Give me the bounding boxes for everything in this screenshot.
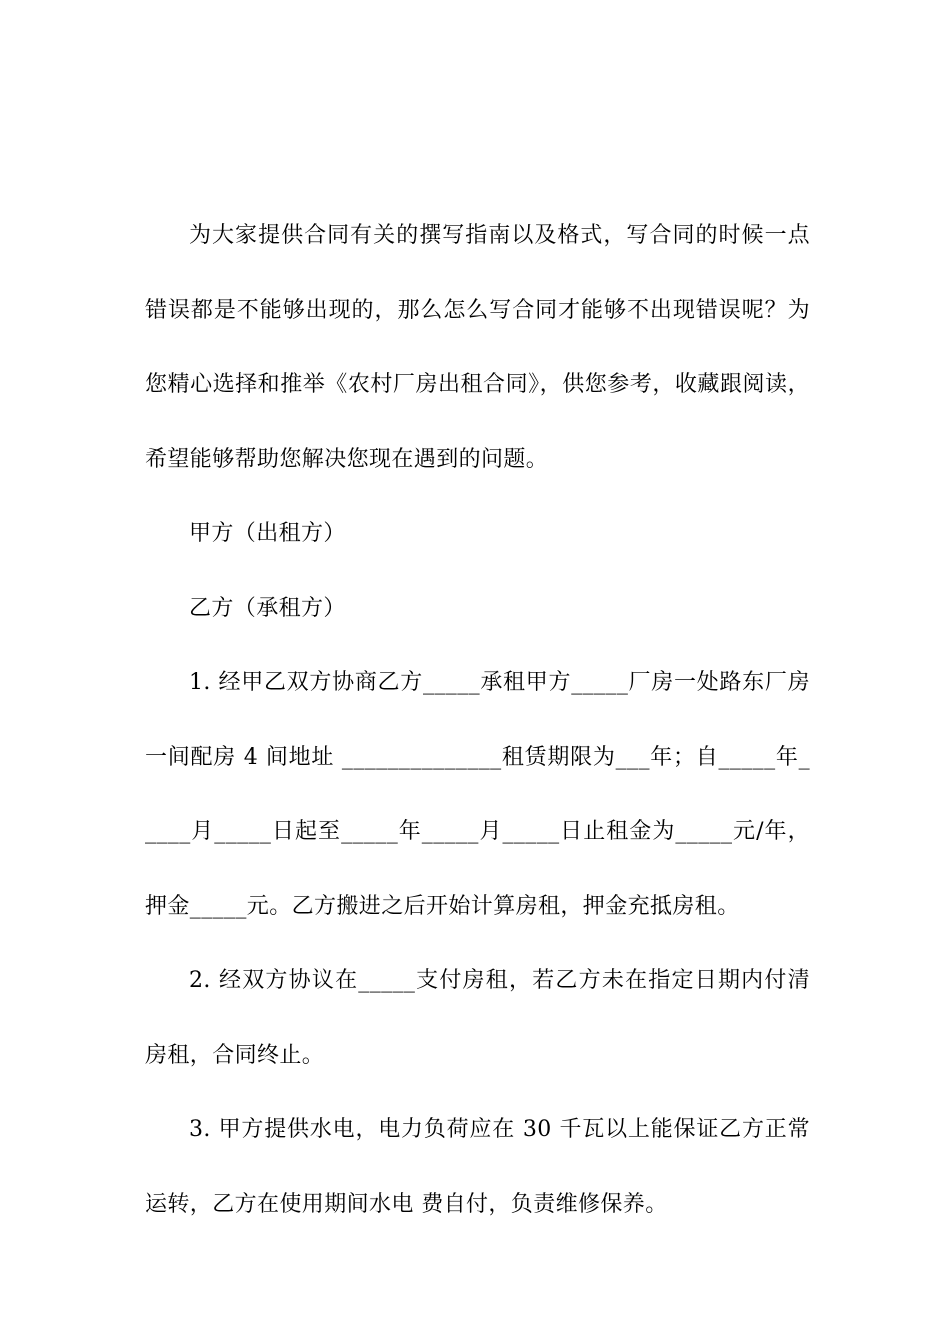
document-body <box>145 199 810 1242</box>
clause-2: 2. 经双方协议在_____支付房租，若乙方未在指定日期内付清房租，合同终止。 <box>145 968 810 1068</box>
intro-paragraph: 为大家提供合同有关的撰写指南以及格式，写合同的时候一点错误都是不能够出现的，那么怎么写合同才能够不出现错误呢？为您精心选择和推举《农村厂房出租合同》，供您参考，收藏跟阅读，希望能够帮助您解决您现在遇到的问题。 <box>145 223 810 472</box>
party-a-line: 甲方（出租方） <box>189 521 346 546</box>
clause-3: 3. 甲方提供水电，电力负荷应在 30 千瓦以上能保证乙方正常运转，乙方在使用期间水电 费自付，负责维修保养。 <box>145 1117 810 1217</box>
clause-1: 1. 经甲乙双方协商乙方_____承租甲方_____厂房一处路东厂房一间配房 4 间地址 ______________租赁期限为___年；自_____年_____月_____日起至_____年_____月_____日止租金为_____元/年，押金_____元。乙方搬进之后开始计算房租，押金充抵房租。 <box>145 670 810 919</box>
party-b-line: 乙方（承租方） <box>189 595 346 621</box>
